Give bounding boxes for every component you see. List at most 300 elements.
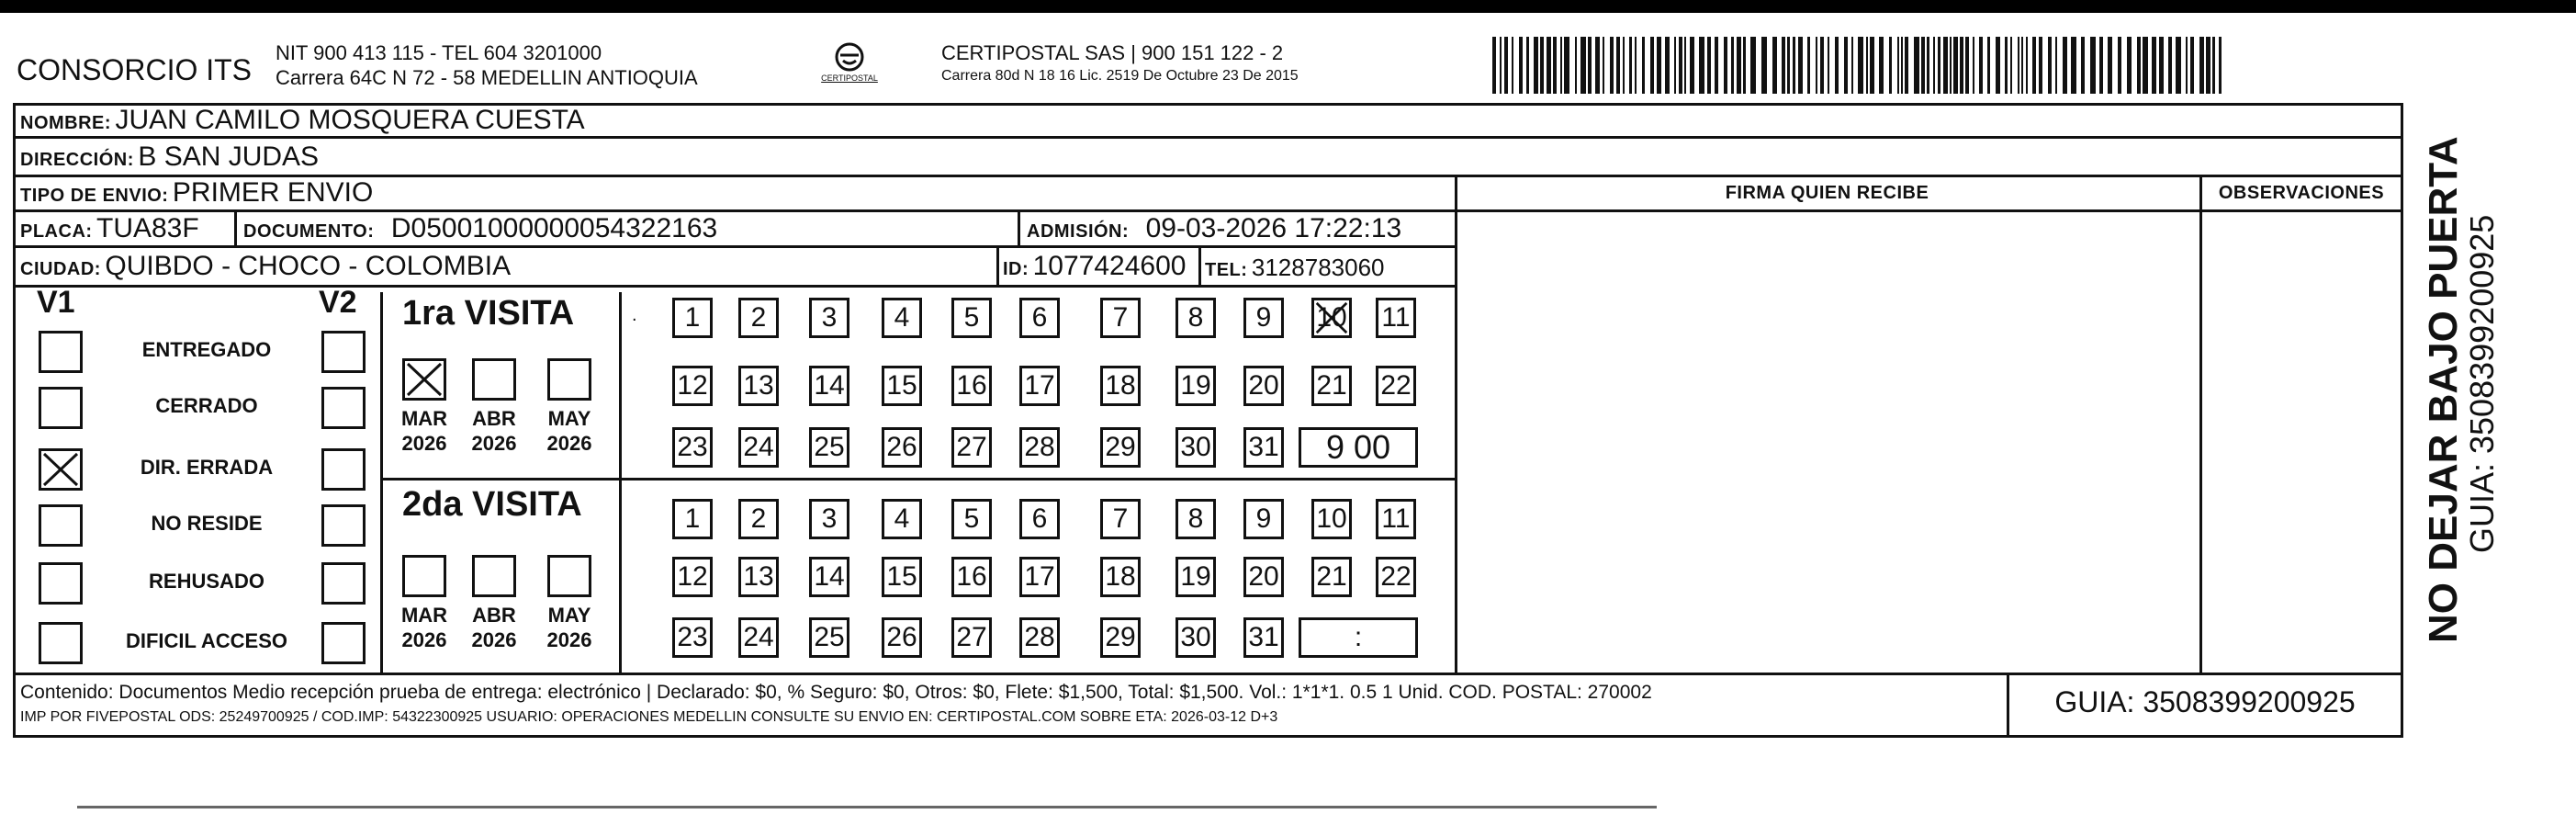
day-number: 21 bbox=[1316, 370, 1347, 401]
barcode-bar bbox=[1737, 37, 1741, 94]
day-number: 20 bbox=[1248, 370, 1279, 401]
day-number: 15 bbox=[886, 370, 917, 401]
day-box[interactable] bbox=[1243, 427, 1284, 468]
day-number: 25 bbox=[814, 432, 845, 462]
v2-checkbox[interactable] bbox=[321, 562, 366, 605]
barcode-bar bbox=[1650, 37, 1654, 94]
month-checkbox[interactable] bbox=[472, 358, 516, 401]
barcode-bar bbox=[1635, 37, 1637, 94]
barcode-bar bbox=[2186, 37, 2188, 94]
barcode-bar bbox=[1560, 37, 1562, 94]
day-box[interactable] bbox=[738, 617, 779, 658]
day-box[interactable] bbox=[951, 366, 992, 406]
ciudad-label: CIUDAD: bbox=[20, 259, 101, 279]
day-number: 16 bbox=[956, 370, 987, 401]
no-dejar-text: NO DEJAR BAJO PUERTA bbox=[2421, 136, 2466, 643]
day-number: 12 bbox=[677, 561, 708, 592]
day-box[interactable] bbox=[1176, 366, 1216, 406]
day-number: 19 bbox=[1180, 370, 1211, 401]
nombre-row bbox=[20, 105, 585, 136]
direccion-label: DIRECCIÓN: bbox=[20, 150, 134, 170]
day-box[interactable] bbox=[1100, 427, 1141, 468]
barcode-bar bbox=[1889, 37, 1892, 94]
v1-checkbox[interactable] bbox=[39, 562, 83, 605]
barcode-bar bbox=[2168, 37, 2172, 94]
barcode-bar bbox=[1953, 37, 1958, 94]
barcode-bar bbox=[1724, 37, 1727, 94]
day-number: 8 bbox=[1187, 302, 1204, 333]
day-number: 4 bbox=[894, 302, 910, 333]
month-label bbox=[392, 603, 456, 652]
barcode-bar bbox=[1905, 37, 1908, 94]
check-x-icon bbox=[405, 361, 444, 398]
day-box[interactable] bbox=[951, 557, 992, 597]
day-box[interactable] bbox=[1176, 617, 1216, 658]
month-name: ABR bbox=[472, 407, 516, 430]
day-box[interactable] bbox=[882, 499, 922, 539]
documento-label: DOCUMENTO: bbox=[243, 221, 375, 242]
barcode-bar bbox=[2021, 37, 2023, 94]
day-number: 6 bbox=[1031, 503, 1048, 534]
tel-row bbox=[1205, 254, 1385, 282]
day-box[interactable] bbox=[1243, 366, 1284, 406]
barcode-bar bbox=[1816, 37, 1817, 94]
day-box[interactable] bbox=[738, 499, 779, 539]
barcode-bar bbox=[1504, 37, 1508, 94]
day-number: 6 bbox=[1031, 302, 1048, 333]
day-number: 12 bbox=[677, 370, 708, 401]
day-number: 24 bbox=[743, 622, 774, 652]
day-box[interactable] bbox=[1376, 298, 1416, 338]
month-name: MAR bbox=[400, 407, 448, 430]
direccion-row bbox=[20, 141, 319, 173]
barcode-bar bbox=[1642, 37, 1645, 94]
documento-value: D05001000000054322163 bbox=[390, 213, 718, 243]
day-number: 29 bbox=[1105, 622, 1136, 652]
placa-value: TUA83F bbox=[96, 213, 199, 243]
barcode-bar bbox=[1950, 37, 1952, 94]
day-number: 26 bbox=[886, 432, 917, 462]
barcode-bar bbox=[1820, 37, 1824, 94]
day-box[interactable] bbox=[809, 298, 849, 338]
barcode-bar bbox=[2010, 37, 2012, 94]
nombre-label: NOMBRE: bbox=[20, 113, 112, 133]
barcode-bar bbox=[1828, 37, 1829, 94]
barcode-bar bbox=[1690, 37, 1694, 94]
day-number: 18 bbox=[1105, 370, 1136, 401]
day-box[interactable] bbox=[1243, 298, 1284, 338]
day-box[interactable] bbox=[1019, 557, 1060, 597]
day-box[interactable] bbox=[1176, 557, 1216, 597]
barcode-bar bbox=[2199, 37, 2204, 94]
tel-label: TEL: bbox=[1205, 260, 1248, 280]
barcode-bar bbox=[1782, 37, 1785, 94]
barcode-bar bbox=[1674, 37, 1676, 94]
guia-box: GUIA: 3508399200925 bbox=[2054, 685, 2356, 718]
second-visit-label: 2da VISITA bbox=[402, 485, 582, 524]
barcode-bar bbox=[1580, 37, 1586, 94]
day-number: 13 bbox=[743, 561, 774, 592]
month-year: 2026 bbox=[471, 432, 517, 455]
day-box[interactable] bbox=[951, 617, 992, 658]
barcode-bar bbox=[1787, 37, 1790, 94]
day-box[interactable] bbox=[1019, 298, 1060, 338]
day-number: 22 bbox=[1380, 561, 1412, 592]
day-box[interactable] bbox=[951, 298, 992, 338]
barcode-bar bbox=[2118, 37, 2121, 94]
day-number: 5 bbox=[963, 503, 980, 534]
day-box[interactable] bbox=[1019, 427, 1060, 468]
day-box[interactable] bbox=[809, 366, 849, 406]
barcode-bar bbox=[2071, 37, 2076, 94]
barcode-bar bbox=[1564, 37, 1569, 94]
barcode-bar bbox=[1844, 37, 1848, 94]
day-box[interactable] bbox=[1243, 617, 1284, 658]
day-box[interactable] bbox=[809, 427, 849, 468]
day-number: 13 bbox=[743, 370, 774, 401]
logo-icon bbox=[813, 39, 886, 94]
top-border bbox=[0, 0, 2576, 13]
direccion-value: B SAN JUDAS bbox=[138, 141, 320, 172]
first-visit-label: 1ra VISITA bbox=[402, 294, 575, 333]
v2-label: V2 bbox=[319, 285, 357, 320]
barcode-bar bbox=[1610, 37, 1614, 94]
day-box[interactable] bbox=[1376, 499, 1416, 539]
check-x-icon bbox=[41, 451, 80, 488]
id-row bbox=[1003, 251, 1186, 282]
barcode-bar bbox=[1684, 37, 1686, 94]
v2-checkbox[interactable] bbox=[321, 504, 366, 547]
day-number: 7 bbox=[1112, 503, 1129, 534]
day-box[interactable] bbox=[1019, 617, 1060, 658]
day-number: 31 bbox=[1248, 432, 1279, 462]
barcode-bar bbox=[1921, 37, 1925, 94]
month-name: MAR bbox=[400, 604, 448, 627]
barcode-bar bbox=[2159, 37, 2164, 94]
month-checkbox[interactable] bbox=[402, 555, 446, 597]
barcode-bar bbox=[1901, 37, 1903, 94]
barcode-bar bbox=[1540, 37, 1544, 94]
tipo-label: TIPO DE ENVIO: bbox=[20, 186, 169, 206]
month-label bbox=[392, 406, 456, 456]
day-number: 11 bbox=[1381, 503, 1411, 534]
month-label bbox=[462, 603, 526, 652]
day-box[interactable] bbox=[1176, 298, 1216, 338]
barcode-bar bbox=[1798, 37, 1803, 94]
barcode-bar bbox=[1960, 37, 1963, 94]
v1-checkbox[interactable] bbox=[39, 448, 83, 491]
month-checkbox[interactable] bbox=[547, 358, 591, 401]
day-box[interactable] bbox=[1176, 427, 1216, 468]
day-box[interactable] bbox=[1311, 499, 1352, 539]
address-line: Carrera 64C N 72 - 58 MEDELLIN ANTIOQUIA bbox=[276, 66, 698, 89]
day-number: 29 bbox=[1105, 432, 1136, 462]
v2-checkbox[interactable] bbox=[321, 448, 366, 491]
day-number: 23 bbox=[677, 622, 708, 652]
carrier-line: CERTIPOSTAL SAS | 900 151 122 - 2 bbox=[941, 41, 1284, 64]
day-box[interactable] bbox=[1376, 366, 1416, 406]
month-label bbox=[537, 406, 602, 456]
barcode-bar bbox=[1588, 37, 1592, 94]
cross-icon bbox=[1314, 300, 1349, 335]
day-box[interactable] bbox=[882, 298, 922, 338]
barcode-bar bbox=[2018, 37, 2019, 94]
ciudad-row bbox=[20, 251, 511, 282]
v1-checkbox[interactable] bbox=[39, 504, 83, 547]
carrier-address: Carrera 80d N 18 16 Lic. 2519 De Octubre 23 De 2015 bbox=[941, 68, 1299, 84]
time-box[interactable]: 9 00 bbox=[1299, 427, 1418, 468]
tipo-value: PRIMER ENVIO bbox=[172, 177, 374, 208]
day-number: 16 bbox=[956, 561, 987, 592]
month-label bbox=[537, 603, 602, 652]
day-number: 3 bbox=[821, 302, 838, 333]
day-number: 2 bbox=[750, 503, 767, 534]
barcode-bar bbox=[1987, 37, 1990, 94]
month-checkbox[interactable] bbox=[402, 358, 446, 401]
day-number: 24 bbox=[743, 432, 774, 462]
barcode-bar bbox=[1933, 37, 1935, 94]
content-line: Contenido: Documentos Medio recepción prueba de entrega: electrónico | Declarado: $0, % Seguro: $0, Otros: $0, Flete: $1,500, Total: $1,500. Vol.: 1*1*1. 0.5 1 Unid. COD. POSTAL: 270002 bbox=[20, 682, 1652, 703]
day-box[interactable] bbox=[672, 366, 713, 406]
barcode-bar bbox=[1835, 37, 1839, 94]
v2-checkbox[interactable] bbox=[321, 331, 366, 373]
barcode-bar bbox=[1623, 37, 1625, 94]
day-number: 11 bbox=[1381, 302, 1411, 333]
day-box[interactable] bbox=[1100, 366, 1141, 406]
day-number: 17 bbox=[1024, 561, 1055, 592]
day-box[interactable] bbox=[882, 617, 922, 658]
day-box[interactable] bbox=[738, 366, 779, 406]
barcode-bar bbox=[1547, 37, 1551, 94]
day-number: 14 bbox=[814, 370, 845, 401]
day-number: 4 bbox=[894, 503, 910, 534]
barcode-bar bbox=[2055, 37, 2057, 94]
barcode-bar bbox=[1996, 37, 2000, 94]
day-number: 28 bbox=[1024, 622, 1055, 652]
barcode-bar bbox=[1500, 37, 1502, 94]
barcode-bar bbox=[2026, 37, 2028, 94]
v1-checkbox[interactable] bbox=[39, 387, 83, 429]
barcode-bar bbox=[1707, 37, 1711, 94]
day-number: 21 bbox=[1316, 561, 1347, 592]
month-year: 2026 bbox=[401, 628, 447, 651]
ciudad-value: QUIBDO - CHOCO - COLOMBIA bbox=[105, 251, 512, 281]
day-box[interactable] bbox=[1311, 557, 1352, 597]
tipo-row bbox=[20, 177, 373, 209]
day-box[interactable] bbox=[882, 366, 922, 406]
barcode-bar bbox=[2108, 37, 2112, 94]
barcode-bar bbox=[1914, 37, 1919, 94]
month-year: 2026 bbox=[546, 628, 592, 651]
barcode-bar bbox=[1979, 37, 1983, 94]
month-checkbox[interactable] bbox=[547, 555, 591, 597]
v1-checkbox[interactable] bbox=[39, 331, 83, 373]
day-number: 17 bbox=[1024, 370, 1055, 401]
day-number: 28 bbox=[1024, 432, 1055, 462]
barcode-bar bbox=[1595, 37, 1600, 94]
day-number: 30 bbox=[1180, 622, 1211, 652]
admision-value: 09-03-2026 17:22:13 bbox=[1145, 213, 1402, 243]
barcode-bar bbox=[1750, 37, 1756, 94]
barcode-bar bbox=[1603, 37, 1604, 94]
barcode-bar bbox=[2190, 37, 2194, 94]
firma-label: FIRMA QUIEN RECIBE bbox=[1725, 183, 1929, 203]
barcode-bar bbox=[1679, 37, 1682, 94]
bottom-line bbox=[77, 806, 1657, 808]
barcode-bar bbox=[1731, 37, 1734, 94]
v1-checkbox[interactable] bbox=[39, 622, 83, 664]
barcode-bar bbox=[2005, 37, 2008, 94]
status-label: CERRADO bbox=[155, 394, 258, 417]
barcode-bar bbox=[2219, 37, 2222, 94]
side-guia-text: GUIA: 3508399200925 bbox=[2463, 214, 2501, 553]
day-number: 23 bbox=[677, 432, 708, 462]
day-number: 8 bbox=[1187, 503, 1204, 534]
day-box[interactable] bbox=[672, 557, 713, 597]
day-box[interactable] bbox=[1311, 366, 1352, 406]
barcode-bar bbox=[1665, 37, 1670, 94]
month-checkbox[interactable] bbox=[472, 555, 516, 597]
barcode-bar bbox=[1927, 37, 1929, 94]
day-number: 27 bbox=[956, 622, 987, 652]
placa-row bbox=[20, 213, 199, 244]
day-box[interactable] bbox=[672, 617, 713, 658]
barcode-icon bbox=[1492, 37, 2227, 94]
day-box[interactable] bbox=[1100, 298, 1141, 338]
day-box[interactable] bbox=[672, 298, 713, 338]
day-number: 18 bbox=[1105, 561, 1136, 592]
barcode-bar bbox=[2176, 37, 2181, 94]
day-number: 14 bbox=[814, 561, 845, 592]
nit-line: NIT 900 413 115 - TEL 604 3201000 bbox=[276, 41, 602, 64]
v1-label: V1 bbox=[37, 285, 75, 320]
form-left-line bbox=[13, 103, 16, 673]
day-number: 30 bbox=[1180, 432, 1211, 462]
day-box[interactable] bbox=[1243, 499, 1284, 539]
status-label: ENTREGADO bbox=[141, 338, 272, 361]
id-label: ID: bbox=[1003, 259, 1029, 279]
day-box[interactable] bbox=[1100, 499, 1141, 539]
status-label: REHUSADO bbox=[149, 570, 264, 593]
v2-checkbox[interactable] bbox=[321, 387, 366, 429]
day-number: 31 bbox=[1248, 622, 1279, 652]
admision-row bbox=[1027, 213, 1401, 244]
day-number: 1 bbox=[684, 503, 701, 534]
barcode-bar bbox=[1715, 37, 1718, 94]
day-box[interactable] bbox=[1019, 366, 1060, 406]
tel-value: 3128783060 bbox=[1251, 254, 1385, 281]
day-number: 25 bbox=[814, 622, 845, 652]
day-box[interactable] bbox=[1176, 499, 1216, 539]
day-box[interactable] bbox=[738, 557, 779, 597]
barcode-bar bbox=[1553, 37, 1557, 94]
day-box[interactable] bbox=[809, 557, 849, 597]
status-label: NO RESIDE bbox=[151, 512, 263, 535]
status-label: DIFICIL ACCESO bbox=[125, 629, 287, 652]
day-number: 2 bbox=[750, 302, 767, 333]
logo-text: CERTIPOSTAL bbox=[821, 73, 878, 83]
day-box[interactable] bbox=[951, 499, 992, 539]
barcode-bar bbox=[1943, 37, 1948, 94]
imp-line: IMP POR FIVEPOSTAL ODS: 25249700925 / COD.IMP: 54322300925 USUARIO: OPERACIONES MEDELLIN CONSULTE SU ENVIO EN: CERTIPOSTAL.COM SOBRE ETA: 2026-03-12 D+3 bbox=[20, 709, 1278, 725]
barcode-bar bbox=[1743, 37, 1746, 94]
id-value: 1077424600 bbox=[1032, 251, 1187, 281]
placa-label: PLACA: bbox=[20, 221, 93, 242]
day-number: 1 bbox=[684, 302, 701, 333]
day-box[interactable] bbox=[1100, 617, 1141, 658]
day-number: 20 bbox=[1248, 561, 1279, 592]
month-year: 2026 bbox=[401, 432, 447, 455]
day-number: 26 bbox=[886, 622, 917, 652]
barcode-bar bbox=[2212, 37, 2215, 94]
barcode-bar bbox=[2152, 37, 2156, 94]
day-box[interactable] bbox=[882, 557, 922, 597]
barcode-bar bbox=[2099, 37, 2103, 94]
day-box[interactable] bbox=[809, 499, 849, 539]
form-right-line bbox=[2401, 103, 2403, 735]
day-number: 10 bbox=[1316, 503, 1347, 534]
day-box[interactable] bbox=[1311, 298, 1352, 338]
day-number: 3 bbox=[821, 503, 838, 534]
time-box[interactable]: : bbox=[1299, 617, 1418, 658]
day-number: 10 bbox=[1316, 302, 1347, 333]
barcode-bar bbox=[1657, 37, 1661, 94]
day-number: 19 bbox=[1180, 561, 1211, 592]
day-box[interactable] bbox=[1376, 557, 1416, 597]
day-box[interactable] bbox=[738, 298, 779, 338]
barcode-bar bbox=[1629, 37, 1632, 94]
barcode-bar bbox=[2143, 37, 2148, 94]
month-year: 2026 bbox=[546, 432, 592, 455]
day-box[interactable] bbox=[738, 427, 779, 468]
day-box[interactable] bbox=[672, 427, 713, 468]
day-box[interactable] bbox=[809, 617, 849, 658]
day-box[interactable] bbox=[951, 427, 992, 468]
barcode-bar bbox=[1870, 37, 1874, 94]
day-number: 9 bbox=[1255, 503, 1272, 534]
barcode-bar bbox=[1699, 37, 1704, 94]
month-label bbox=[462, 406, 526, 456]
barcode-bar bbox=[1851, 37, 1853, 94]
barcode-bar bbox=[1761, 37, 1767, 94]
day-box[interactable] bbox=[1019, 499, 1060, 539]
certipostal-logo bbox=[813, 39, 886, 94]
barcode-bar bbox=[1492, 37, 1496, 94]
day-box[interactable] bbox=[1100, 557, 1141, 597]
day-number: 15 bbox=[886, 561, 917, 592]
day-number: 9 bbox=[1255, 302, 1272, 333]
day-box[interactable] bbox=[1243, 557, 1284, 597]
barcode-bar bbox=[1534, 37, 1538, 94]
barcode-bar bbox=[2032, 37, 2036, 94]
barcode-bar bbox=[1807, 37, 1810, 94]
company-name: CONSORCIO ITS bbox=[17, 53, 253, 86]
day-box[interactable] bbox=[882, 427, 922, 468]
barcode-bar bbox=[1519, 37, 1523, 94]
barcode-bar bbox=[2048, 37, 2052, 94]
nombre-value: JUAN CAMILO MOSQUERA CUESTA bbox=[115, 105, 585, 135]
v2-checkbox[interactable] bbox=[321, 622, 366, 664]
status-label: DIR. ERRADA bbox=[140, 456, 274, 479]
barcode-bar bbox=[1616, 37, 1620, 94]
barcode-bar bbox=[1858, 37, 1863, 94]
barcode-bar bbox=[1897, 37, 1899, 94]
day-box[interactable] bbox=[672, 499, 713, 539]
barcode-bar bbox=[1512, 37, 1513, 94]
month-name: MAY bbox=[547, 407, 591, 430]
barcode-bar bbox=[1526, 37, 1529, 94]
barcode-bar bbox=[1965, 37, 1969, 94]
